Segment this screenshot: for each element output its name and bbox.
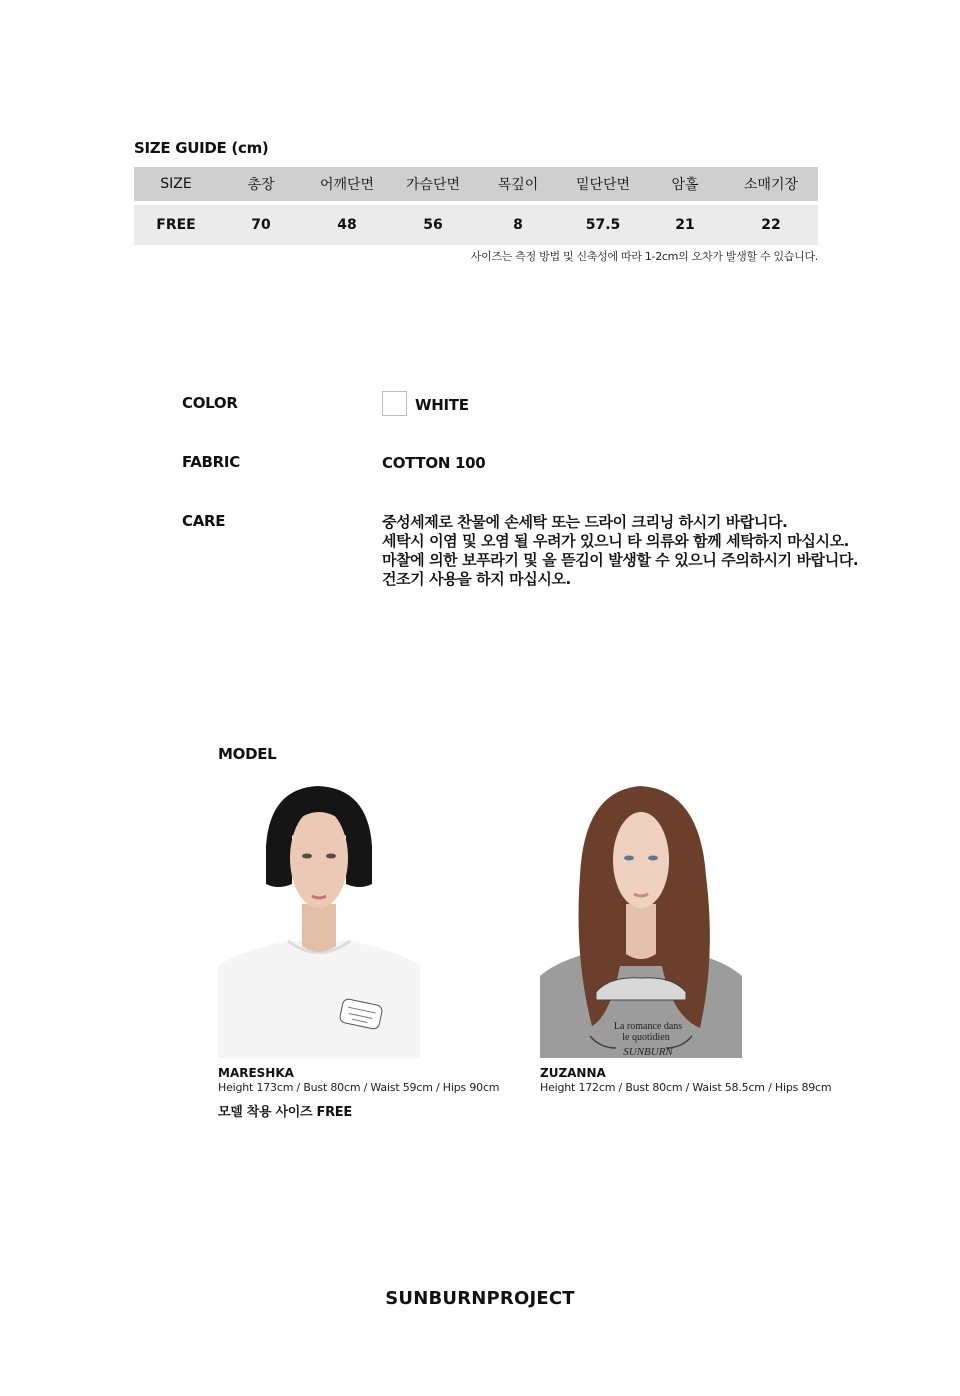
model-photo-zuzanna xyxy=(540,786,742,1058)
brand-logo-text: SUNBURNPROJECT xyxy=(385,1288,575,1309)
header-cell: 암홀 xyxy=(671,177,699,193)
header-cell: 총장 xyxy=(247,177,275,193)
model-photo-mareshka-illustration xyxy=(218,786,420,1058)
model-name-zuzanna: ZUZANNA xyxy=(540,1066,606,1080)
size-tolerance-note: 사이즈는 측정 방법 및 신축성에 따라 1-2cm의 오차가 발생할 수 있습니다. xyxy=(470,250,818,263)
size-cell: 56 xyxy=(423,217,443,233)
size-cell: 8 xyxy=(513,217,523,233)
tshirt-print-line1: La romance dans xyxy=(613,1021,683,1032)
header-cell: SIZE xyxy=(160,176,192,192)
model-name-mareshka: MARESHKA xyxy=(218,1066,294,1080)
model-stats-zuzanna: Height 172cm / Bust 80cm / Waist 58.5cm / Hips 89cm xyxy=(540,1081,832,1094)
size-table-header xyxy=(134,167,818,201)
model-photo-mareshka xyxy=(218,786,420,1058)
size-cell: 70 xyxy=(251,217,271,233)
color-label: COLOR xyxy=(182,394,238,412)
header-cell: 밑단단면 xyxy=(575,177,631,193)
size-table xyxy=(134,167,818,245)
color-swatch xyxy=(382,391,407,416)
table-row xyxy=(134,205,818,245)
size-cell: 57.5 xyxy=(585,217,621,233)
model-fit-size-note: 모델 착용 사이즈 FREE xyxy=(218,1105,352,1120)
tshirt-print-line3: SUNBURN xyxy=(623,1046,673,1058)
care-instructions xyxy=(382,513,882,589)
tshirt-print-line2: le quotidien xyxy=(622,1032,670,1043)
header-cell: 소매기장 xyxy=(743,177,799,193)
care-line: 중성세제로 찬물에 손세탁 또는 드라이 크리닝 하시기 바랍니다. xyxy=(382,513,788,531)
care-label: CARE xyxy=(182,512,226,530)
size-guide-title: SIZE GUIDE (cm) xyxy=(134,139,269,157)
model-photo-zuzanna-illustration xyxy=(540,786,742,1058)
fabric-value: COTTON 100 xyxy=(382,454,486,472)
model-heading: MODEL xyxy=(218,745,277,763)
fabric-label: FABRIC xyxy=(182,453,240,471)
header-cell: 목깊이 xyxy=(497,177,539,193)
size-cell: FREE xyxy=(156,217,196,233)
size-cell: 21 xyxy=(675,217,695,233)
size-cell: 48 xyxy=(337,217,357,233)
size-cell: 22 xyxy=(761,217,781,233)
care-line: 세탁시 이염 및 오염 될 우려가 있으니 타 의류와 함께 세탁하지 마십시오. xyxy=(382,532,849,550)
header-cell: 어깨단면 xyxy=(319,177,375,193)
care-line: 건조기 사용을 하지 마십시오. xyxy=(382,570,571,588)
color-value: WHITE xyxy=(415,396,469,414)
care-line: 마찰에 의한 보푸라기 및 올 뜯김이 발생할 수 있으니 주의하시기 바랍니다. xyxy=(382,551,859,569)
model-stats-mareshka: Height 173cm / Bust 80cm / Waist 59cm / Hips 90cm xyxy=(218,1081,500,1094)
header-cell: 가슴단면 xyxy=(405,177,461,193)
